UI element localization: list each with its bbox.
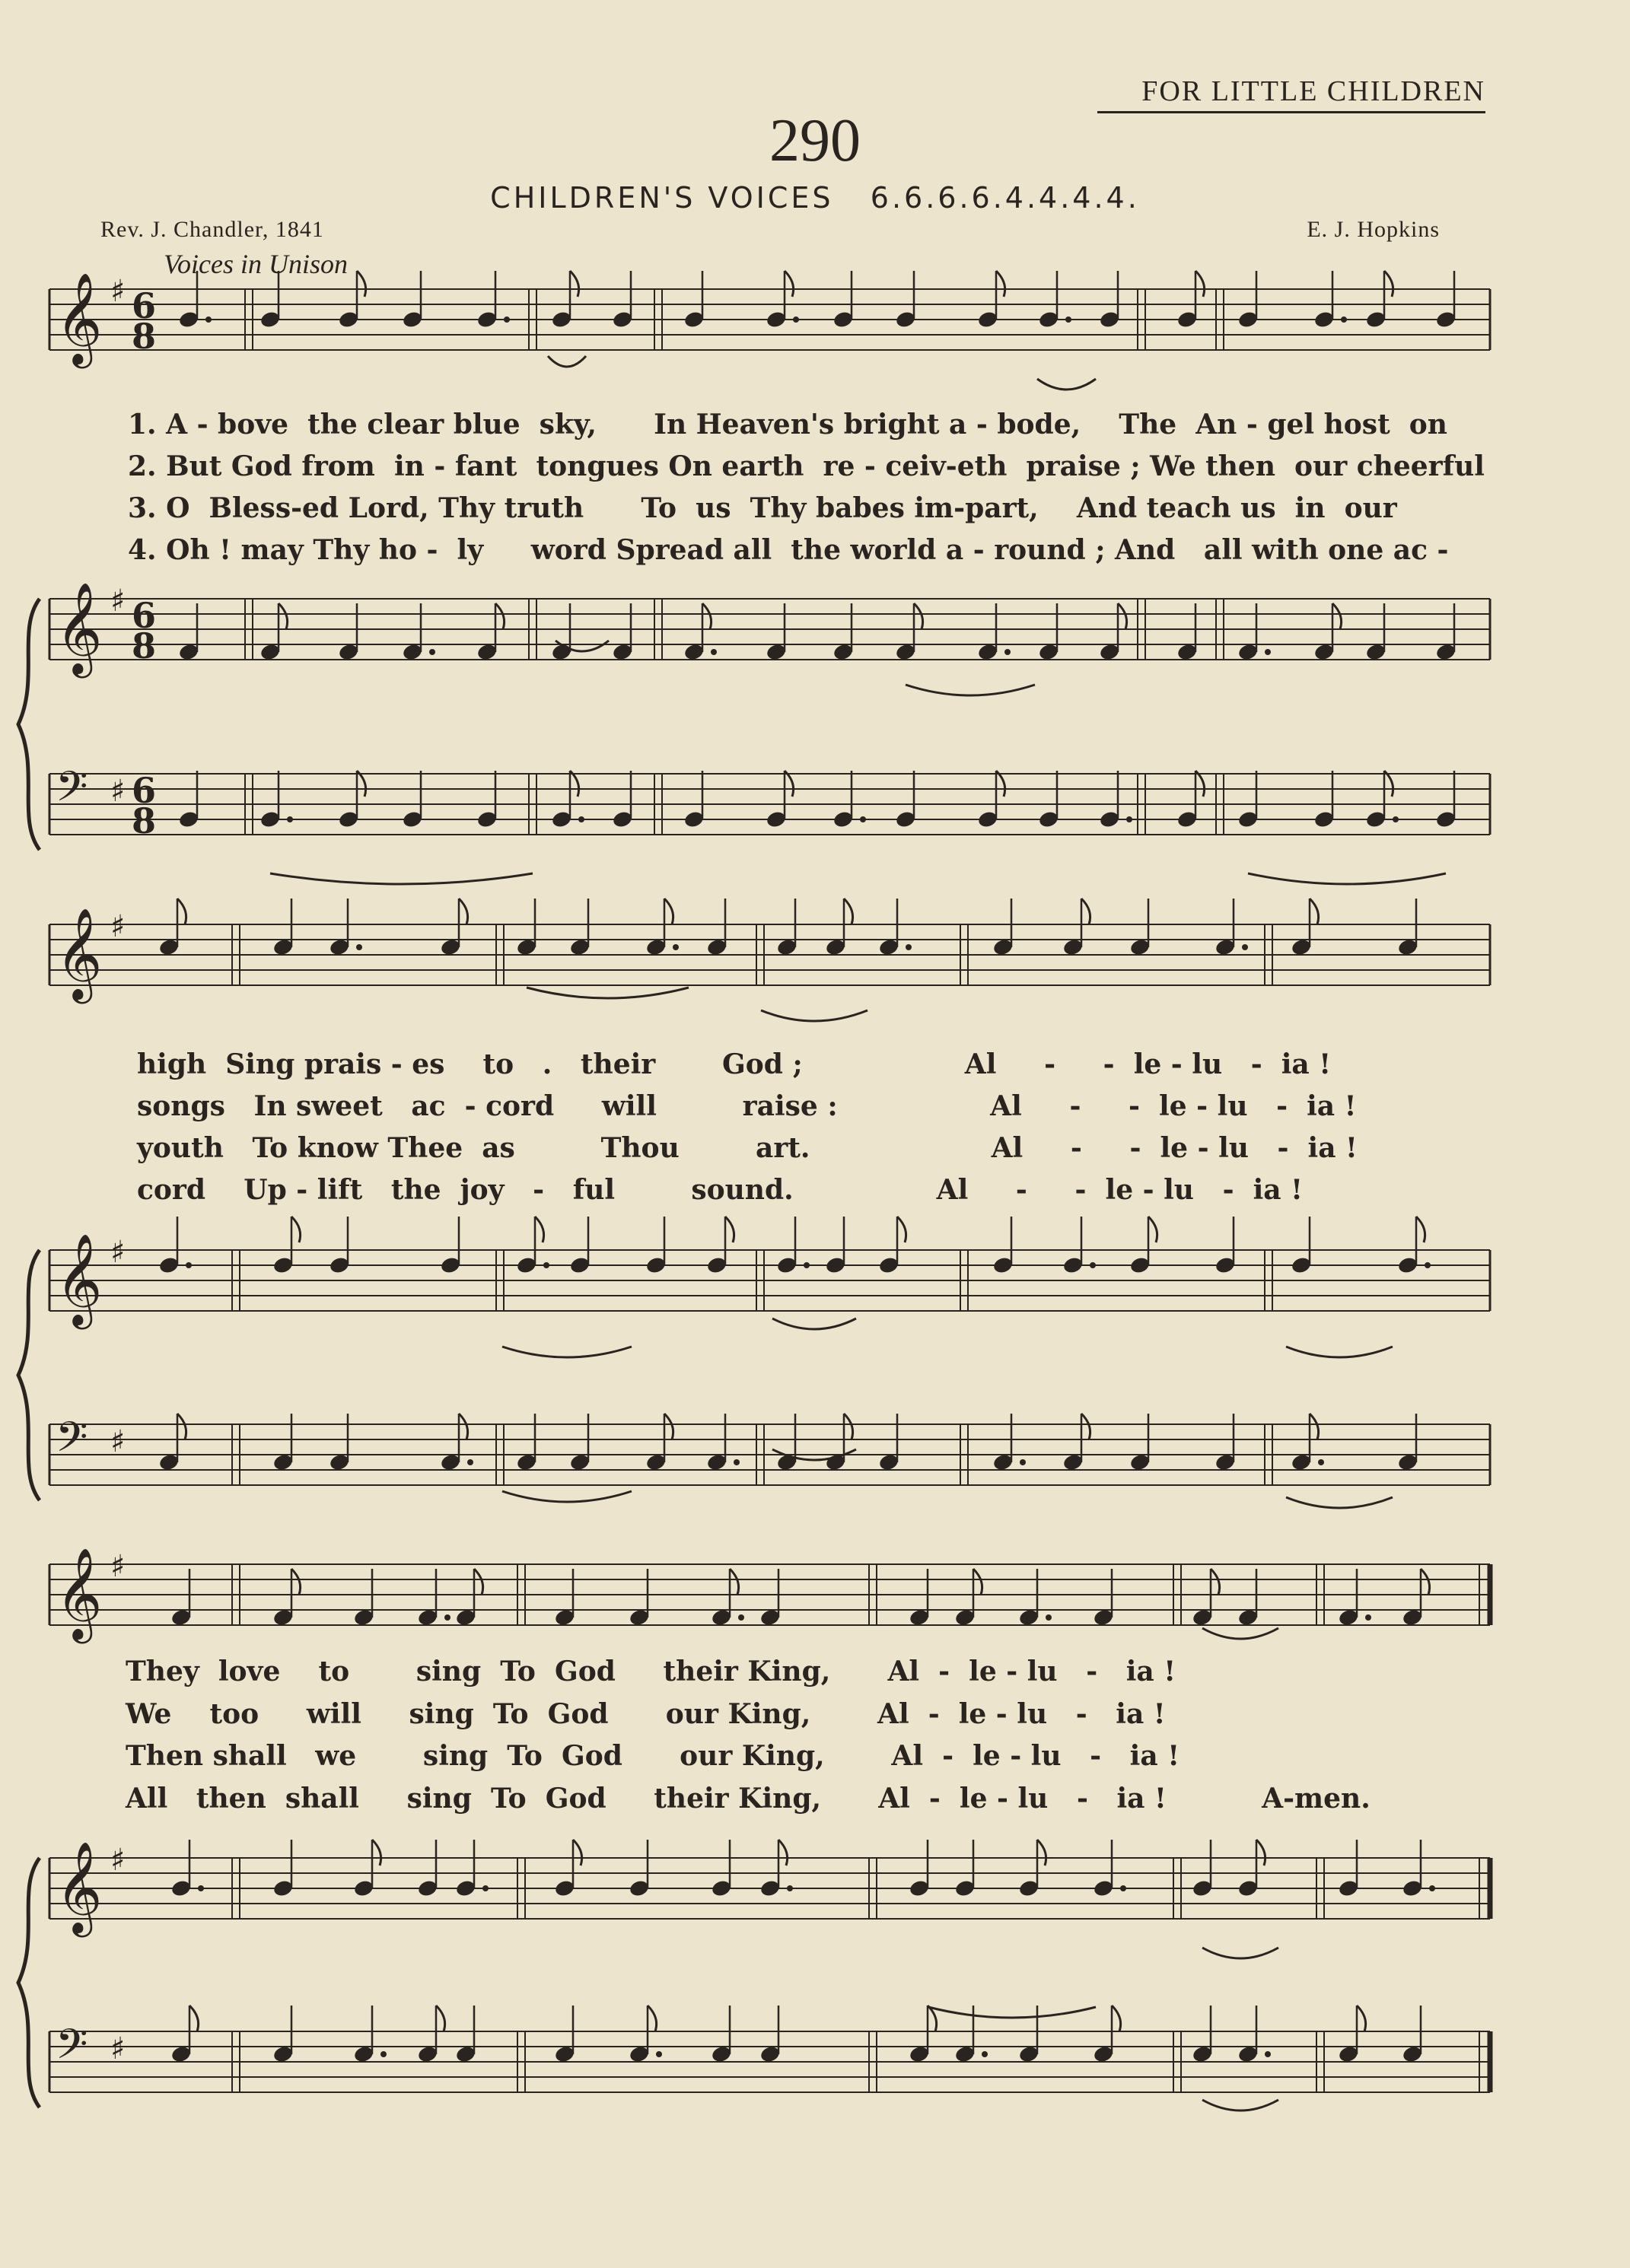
- note-flag: [1310, 899, 1319, 924]
- note-flag: [177, 1414, 186, 1439]
- piano-brace: [18, 1858, 40, 2107]
- lyric-line: 1. A - bove the clear blue sky, In Heaven's bright a - bode, The An - gel host on: [128, 409, 1447, 441]
- note-flag: [996, 771, 1005, 797]
- lyric-line: cord Up - lift the joy - ful sound. Al - - le - lu - ia !: [137, 1174, 1303, 1206]
- note-flag: [730, 1569, 739, 1595]
- key-signature-sharp: ♯: [110, 1235, 126, 1270]
- dot: [1020, 1459, 1026, 1465]
- tie: [1202, 1628, 1278, 1639]
- dot: [1318, 1459, 1324, 1465]
- note-flag: [1310, 1414, 1319, 1439]
- key-signature-sharp: ♯: [110, 909, 126, 944]
- note-flag: [1118, 603, 1127, 629]
- tie: [928, 2007, 1096, 2018]
- composer-credit: E. J. Hopkins: [1307, 217, 1440, 242]
- note-flag: [1112, 2006, 1121, 2031]
- note-flag: [844, 1414, 853, 1439]
- note-flag: [648, 2006, 657, 2031]
- dot: [793, 317, 799, 323]
- time-signature-denominator: 8: [132, 800, 157, 841]
- dot: [1090, 1262, 1096, 1268]
- key-signature-sharp: ♯: [110, 1549, 126, 1584]
- note-flag: [291, 1569, 301, 1595]
- dot: [578, 816, 584, 822]
- note-flag: [474, 1569, 483, 1595]
- note-flag: [372, 1840, 381, 1866]
- note-flag: [914, 603, 923, 629]
- note-flag: [1384, 271, 1393, 297]
- treble-clef: 𝄞: [56, 581, 103, 674]
- tie: [1286, 1347, 1393, 1357]
- note-flag: [785, 771, 794, 797]
- lyric-line: All then shall sing To God their King, Al - le - lu - ia ! A-men.: [126, 1783, 1371, 1815]
- note-flag: [844, 899, 853, 924]
- time-signature-numerator: 6: [132, 285, 157, 326]
- note-flag: [291, 1217, 301, 1242]
- lyric-line: We too will sing To God our King, Al - le - lu - ia !: [126, 1698, 1166, 1730]
- treble-clef: 𝄞: [56, 1840, 103, 1933]
- note-flag: [1332, 603, 1342, 629]
- tie: [1202, 1948, 1278, 1958]
- dot: [906, 944, 912, 950]
- bass-clef: 𝄢: [56, 762, 88, 821]
- dot: [1120, 1885, 1126, 1891]
- note-flag: [495, 603, 505, 629]
- dot: [673, 944, 679, 950]
- dot: [1242, 944, 1248, 950]
- note-flag: [436, 2006, 445, 2031]
- note-flag: [279, 603, 288, 629]
- tie: [548, 356, 586, 367]
- dot: [734, 1459, 740, 1465]
- dot: [356, 944, 362, 950]
- dot: [1065, 317, 1071, 323]
- note-flag: [1357, 2006, 1366, 2031]
- note-flag: [189, 2006, 199, 2031]
- note-flag: [357, 271, 366, 297]
- hymn-number: 290: [769, 107, 861, 174]
- note-flag: [1148, 1217, 1157, 1242]
- note-flag: [177, 899, 186, 924]
- dot: [543, 1262, 549, 1268]
- note-flag: [1037, 1840, 1046, 1866]
- dot: [1429, 1885, 1435, 1891]
- lyric-line: songs In sweet ac - cord will raise : Al - - le - lu - ia !: [137, 1090, 1357, 1122]
- dot: [205, 317, 212, 323]
- voices-direction: Voices in Unison: [164, 249, 348, 279]
- author-credit: Rev. J. Chandler, 1841: [100, 217, 324, 242]
- time-signature-denominator: 8: [132, 316, 157, 357]
- lyric-line: They love to sing To God their King, Al - le - lu - ia !: [126, 1656, 1176, 1687]
- note-flag: [535, 1217, 544, 1242]
- dot: [429, 649, 435, 655]
- dot: [482, 1885, 489, 1891]
- note-flag: [725, 1217, 734, 1242]
- time-signature-denominator: 8: [132, 625, 157, 666]
- piano-brace: [18, 599, 40, 850]
- note-flag: [702, 603, 712, 629]
- dot: [1004, 649, 1011, 655]
- lyric-line: 4. Oh ! may Thy ho - ly word Spread all the world a - round ; And all with one ac -: [128, 534, 1449, 566]
- dot: [504, 317, 510, 323]
- dot: [1425, 1262, 1431, 1268]
- key-signature-sharp: ♯: [110, 584, 126, 619]
- dot: [287, 816, 293, 822]
- dot: [1046, 1614, 1052, 1621]
- note-flag: [1195, 771, 1205, 797]
- note-flag: [1416, 1217, 1425, 1242]
- dot: [1126, 816, 1132, 822]
- tune-name: CHILDREN'S VOICES: [490, 181, 834, 215]
- note-flag: [459, 1414, 468, 1439]
- key-signature-sharp: ♯: [110, 1843, 126, 1878]
- tie: [502, 1347, 632, 1357]
- note-flag: [973, 1569, 982, 1595]
- treble-clef: 𝄞: [56, 272, 103, 364]
- dot: [656, 2051, 662, 2057]
- key-signature-sharp: ♯: [110, 2031, 126, 2066]
- key-signature-sharp: ♯: [110, 774, 126, 809]
- note-flag: [570, 771, 579, 797]
- note-flag: [664, 899, 673, 924]
- lyric-line: 2. But God from in - fant tongues On earth re - ceiv-eth praise ; We then our cheerful: [128, 450, 1485, 482]
- note-flag: [1256, 1840, 1265, 1866]
- note-flag: [1195, 271, 1205, 297]
- dot: [1393, 816, 1399, 822]
- time-signature-numerator: 6: [132, 770, 157, 811]
- key-signature-sharp: ♯: [110, 1424, 126, 1459]
- tie: [772, 1318, 856, 1329]
- note-flag: [1081, 899, 1090, 924]
- dot: [1265, 649, 1271, 655]
- dot: [738, 1614, 744, 1621]
- dot: [982, 2051, 988, 2057]
- tie: [502, 1491, 632, 1502]
- dot: [1365, 1614, 1371, 1621]
- note-flag: [897, 1217, 906, 1242]
- tie: [761, 1010, 868, 1021]
- tie: [1202, 2100, 1278, 2111]
- treble-clef: 𝄞: [56, 1547, 103, 1640]
- tie: [1248, 873, 1446, 884]
- note-flag: [996, 271, 1005, 297]
- note-flag: [459, 899, 468, 924]
- note-flag: [1081, 1414, 1090, 1439]
- note-flag: [778, 1840, 788, 1866]
- lyric-line: Then shall we sing To God our King, Al - le - lu - ia !: [126, 1740, 1180, 1772]
- dot: [787, 1885, 793, 1891]
- lyric-line: high Sing prais - es to . their God ; Al - - le - lu - ia !: [137, 1048, 1332, 1080]
- treble-clef: 𝄞: [56, 907, 103, 1000]
- meter: 6.6.6.6.4.4.4.4.: [870, 181, 1140, 215]
- dot: [1265, 2051, 1271, 2057]
- tie: [1037, 379, 1096, 390]
- dot: [467, 1459, 473, 1465]
- dot: [198, 1885, 204, 1891]
- dot: [1341, 317, 1347, 323]
- dot: [804, 1262, 810, 1268]
- dot: [444, 1614, 450, 1621]
- bass-clef: 𝄢: [56, 2020, 88, 2079]
- treble-clef: 𝄞: [56, 1233, 103, 1325]
- bass-clef: 𝄢: [56, 1413, 88, 1471]
- key-signature-sharp: ♯: [110, 274, 126, 309]
- dot: [186, 1262, 192, 1268]
- dot: [380, 2051, 387, 2057]
- note-flag: [1384, 771, 1393, 797]
- note-flag: [785, 271, 794, 297]
- section-heading: FOR LITTLE CHILDREN: [1141, 75, 1485, 107]
- tie: [270, 873, 533, 884]
- note-flag: [357, 771, 366, 797]
- dot: [711, 649, 717, 655]
- dot: [860, 816, 866, 822]
- tie: [906, 685, 1035, 695]
- note-flag: [1211, 1569, 1220, 1595]
- note-flag: [573, 1840, 582, 1866]
- note-flag: [664, 1414, 673, 1439]
- tie: [1286, 1497, 1393, 1508]
- lyric-line: 3. O Bless-ed Lord, Thy truth To us Thy babes im-part, And teach us in our: [128, 492, 1397, 524]
- note-flag: [570, 271, 579, 297]
- tie: [527, 988, 689, 998]
- lyric-line: youth To know Thee as Thou art. Al - - le - lu - ia !: [137, 1132, 1358, 1164]
- note-flag: [1421, 1569, 1430, 1595]
- piano-brace: [18, 1250, 40, 1500]
- time-signature-numerator: 6: [132, 595, 157, 636]
